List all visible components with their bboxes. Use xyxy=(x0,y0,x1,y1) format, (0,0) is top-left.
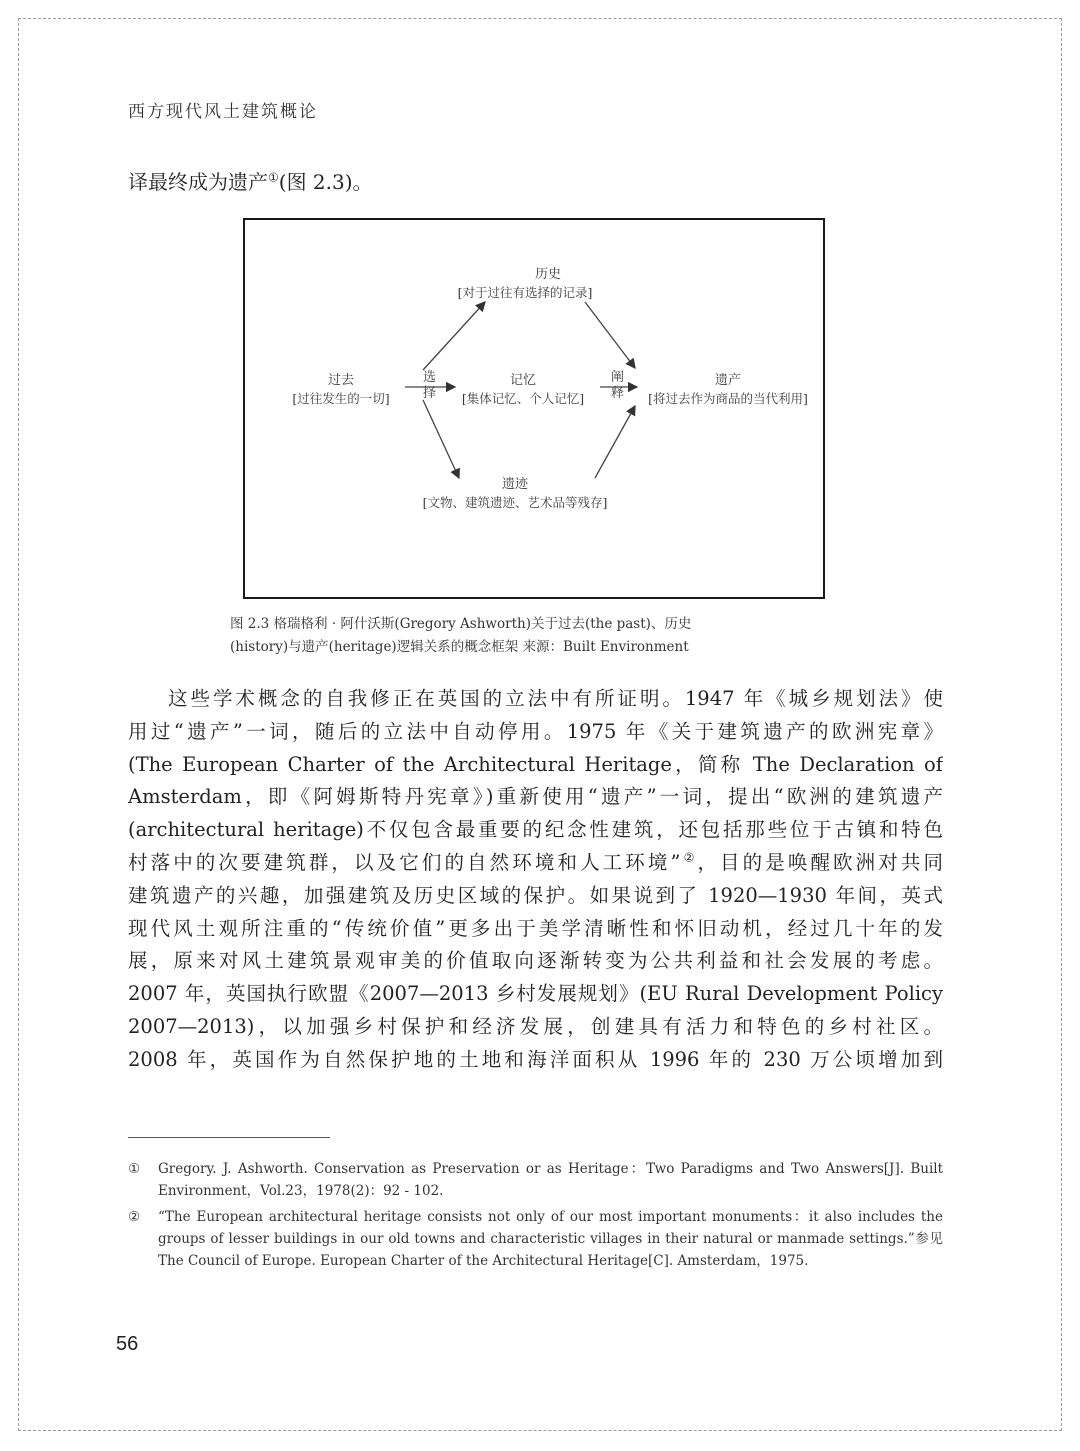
body-line: 用过“遗产”一词，随后的立法中自动停用。1975 年《关于建筑遗产的欧洲宪章》 xyxy=(128,719,943,743)
node-heritage-title: 遗产 xyxy=(714,373,741,388)
node-memory-title: 记忆 xyxy=(509,373,536,388)
arrow-history-to-heritage xyxy=(585,302,635,368)
node-history-sub xyxy=(425,284,625,302)
body-line: Amsterdam，即《阿姆斯特丹宪章》)重新使用“遗产”一词，提出“欧洲的建筑遗产 xyxy=(128,785,943,809)
body-line: 现代风土观所注重的“传统价值”更多出于美学清晰性和怀旧动机，经过几十年的发 xyxy=(128,916,943,940)
footnote-2 xyxy=(128,1206,943,1272)
node-memory xyxy=(443,372,603,408)
body-line-part: 村落中的次要建筑群，以及它们的自然环境和人工环境” xyxy=(128,850,681,874)
body-line: 2007—2013)，以加强乡村保护和经济发展，创建具有活力和特色的乡村社区。 xyxy=(128,1014,943,1038)
body-line: 2008 年，英国作为自然保护地的土地和海洋面积从 1996 年的 230 万公顷增加到 xyxy=(128,1047,943,1071)
node-past-title: 过去 xyxy=(327,373,354,388)
node-memory-desc: [集体记忆、个人记忆] xyxy=(461,391,585,406)
lead-line xyxy=(128,166,373,195)
body-line: 建筑遗产的兴趣，加强建筑及历史区域的保护。如果说到了 1920—1930 年间，英式 xyxy=(128,883,943,907)
body-paragraph xyxy=(128,683,943,1077)
edge-label-interpret-2: 释 xyxy=(611,386,625,401)
body-line-part: ，目的是唤醒欧洲对共同 xyxy=(697,850,943,874)
running-header: 西方现代风土建筑概论 xyxy=(128,102,318,122)
node-past-desc: [过往发生的一切] xyxy=(292,391,390,406)
footnote-1 xyxy=(128,1158,943,1202)
node-heritage xyxy=(635,372,821,408)
node-past xyxy=(277,372,405,408)
figure-diagram xyxy=(243,218,825,599)
footnote-mark: ② xyxy=(128,1209,141,1225)
node-history-desc: [对于过往有选择的记录] xyxy=(457,285,593,300)
node-history xyxy=(493,266,603,284)
node-heritage-desc: [将过去作为商品的当代利用] xyxy=(648,391,808,406)
node-relics xyxy=(395,476,635,512)
arrow-past-to-relics xyxy=(423,400,459,478)
footnote-ref-2[interactable]: ② xyxy=(680,850,698,865)
node-relics-desc: [文物、建筑遗迹、艺术品等残存] xyxy=(422,495,608,510)
lead-text: 译最终成为遗产 xyxy=(128,170,268,194)
edge-label-select-2: 择 xyxy=(423,386,437,401)
body-line: 2007 年，英国执行欧盟《2007—2013 乡村发展规划》(EU Rural Development Policy xyxy=(128,982,943,1006)
footnote-text: Gregory. J. Ashworth. Conservation as Preservation or as Heritage：Two Paradigms and Two Answers[J]. Built Environment，Vol.23，1978(2)：92 - 102. xyxy=(158,1161,943,1199)
edge-label-interpret-1: 阐 xyxy=(611,370,625,385)
node-history-title: 历史 xyxy=(534,267,561,282)
figure-caption xyxy=(230,613,850,659)
caption-line-2: (history)与遗产(heritage)逻辑关系的概念框架 来源：Built Environment xyxy=(230,639,689,655)
lead-tail: (图 2.3)。 xyxy=(278,170,373,194)
edge-label-select-1: 选 xyxy=(423,370,437,385)
footnotes xyxy=(128,1158,943,1276)
body-line: (The European Charter of the Architectural Heritage，简称 The Declaration of xyxy=(128,752,943,776)
body-line: 展，原来对风土建筑景观审美的价值取向逐渐转变为公共利益和社会发展的考虑。 xyxy=(128,949,943,973)
arrow-past-to-history xyxy=(423,302,485,370)
footnote-ref-1[interactable]: ① xyxy=(268,170,279,185)
arrow-relics-to-heritage xyxy=(595,406,635,478)
node-relics-title: 遗迹 xyxy=(501,477,528,492)
footnote-divider xyxy=(128,1137,330,1138)
footnote-mark: ① xyxy=(128,1161,141,1177)
body-line: (architectural heritage)不仅包含最重要的纪念性建筑，还包括那些位于古镇和特色 xyxy=(128,818,943,842)
caption-line-1: 图 2.3 格瑞格利 · 阿什沃斯(Gregory Ashworth)关于过去(the past)、历史 xyxy=(230,616,692,632)
body-line: 这些学术概念的自我修正在英国的立法中有所证明。1947 年《城乡规划法》使 xyxy=(168,687,943,710)
footnote-text: “The European architectural heritage consists not only of our most important monuments：it also includes the groups of lesser buildings in our old towns and characteristic villages in their natural or manmade settings.”参见 The Council of Europe. European Charter of the Architectural Heritage[C]. Amsterdam，1975. xyxy=(158,1209,943,1269)
body-line-with-note xyxy=(128,847,943,880)
page-number: 56 xyxy=(116,1333,139,1355)
